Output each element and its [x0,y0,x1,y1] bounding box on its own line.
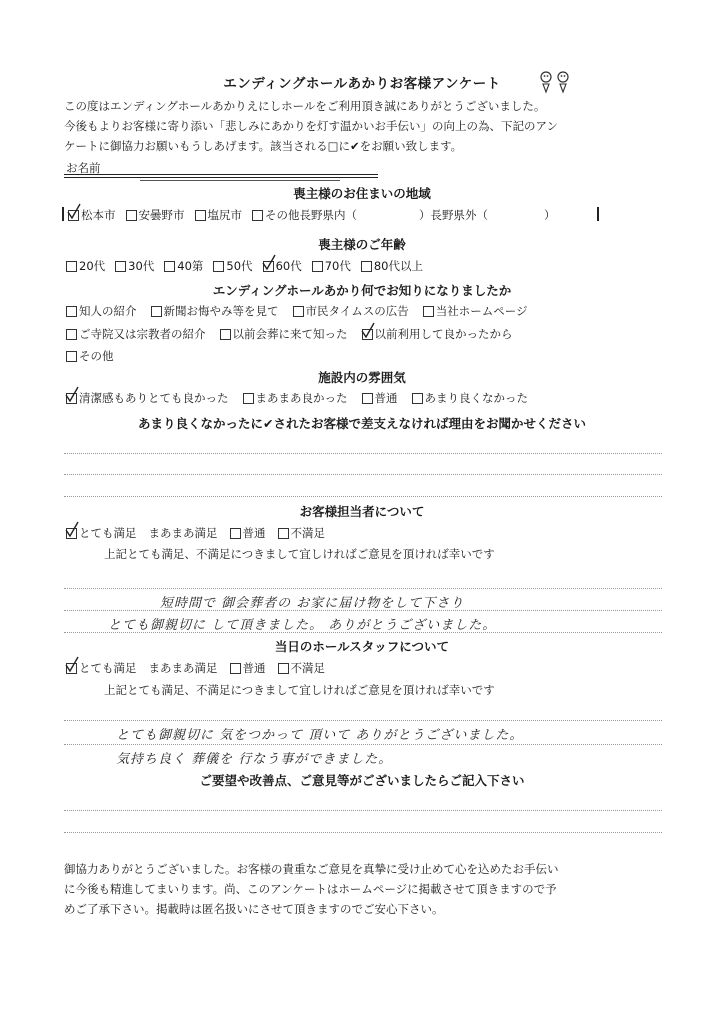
age-option-50s[interactable]: 50代 [213,258,252,274]
source-options-row-2 [66,326,523,342]
source-option-other[interactable]: その他 [66,348,114,364]
source-option-newspaper[interactable]: 新聞お悔やみ等を見て [151,303,279,319]
source-options-row-3 [66,348,124,364]
age-option-30s[interactable]: 30代 [115,258,154,274]
hall-staff-comment-line-1: とても御親切に 気をつかって 頂いて ありがとうございました。 [116,728,524,743]
atmosphere-option-fairly-good[interactable]: まあまあ良かった [243,390,348,406]
checkbox[interactable] [362,393,373,404]
checkbox[interactable] [66,393,77,404]
source-option-homepage[interactable]: 当社ホームページ [423,303,528,319]
checkbox[interactable] [312,261,323,272]
checkbox[interactable] [252,210,263,221]
name-underline [64,174,378,175]
atmosphere-option-not-good[interactable]: あまり良くなかった [412,390,529,406]
source-option-temple[interactable]: ご寺院又は宗教者の紹介 [66,326,206,342]
atmosphere-option-very-good[interactable]: 清潔感もありとても良かった [66,390,229,406]
area-bracket-right [597,207,599,221]
intro-line-2: 今後もよりお客様に寄り添い「悲しみにあかりを灯す温かいお手伝い」の向上の為、下記のアン [64,119,559,133]
name-underline-2 [64,177,378,178]
hall-staff-comment-line-2: 気持ち良く 葬儀を 行なう事ができました。 [116,752,393,767]
area-option-outside-nagano[interactable]: ）長野県外（ [419,208,488,222]
age-option-60s[interactable]: 60代 [263,258,302,274]
hall-staff-heading: 当日のホールスタッフについて [274,639,450,654]
answer-line[interactable] [64,474,662,475]
staff-option-dissatisfied[interactable]: 不満足 [278,525,326,541]
answer-line[interactable] [64,588,662,589]
footer-line-3: めご了承下さい。掲載時は匿名扱いにさせて頂きますのでご安心下さい。 [64,902,444,916]
source-options-row-1 [66,303,538,319]
age-option-80s-plus[interactable]: 80代以上 [361,258,423,274]
check-mark-icon [262,254,276,270]
age-option-20s[interactable]: 20代 [66,258,105,274]
area-close-paren: ） [544,208,556,222]
footer-line-2: に今後も精進してまいります。尚、このアンケートはホームページに掲載させて頂きますので予 [64,882,557,896]
name-label: お名前 [66,161,101,175]
checkbox[interactable] [164,261,175,272]
checkbox[interactable] [66,663,77,674]
answer-line[interactable] [64,632,662,633]
checkbox[interactable] [230,528,241,539]
checkbox[interactable] [243,393,254,404]
checkbox[interactable] [151,306,162,317]
checkbox[interactable] [278,528,289,539]
checkbox[interactable] [66,261,77,272]
answer-line[interactable] [64,496,662,497]
area-blank-2[interactable] [488,207,544,223]
checkbox[interactable] [66,329,77,340]
answer-line[interactable] [64,832,662,833]
staff-options-row [66,525,335,541]
name-underline-3 [140,180,340,181]
intro-line-3: ケートに御協力お願いもうしあげます。該当される□に✔をお願い致します。 [64,139,463,153]
check-mark-icon [361,322,375,338]
checkbox[interactable] [66,306,77,317]
checkbox[interactable] [66,528,77,539]
checkbox[interactable] [68,210,79,221]
hall-staff-option-normal[interactable]: 普通 [230,660,266,676]
check-mark-icon [65,386,79,402]
check-mark-icon [67,203,81,219]
checkbox[interactable] [423,306,434,317]
area-option-azumino[interactable]: 安曇野市 [126,207,185,223]
intro-line-1: この度はエンディングホールあかりえにしホールをご利用頂き誠にありがとうございました。 [64,99,546,113]
answer-line[interactable] [64,810,662,811]
checkbox[interactable] [220,329,231,340]
age-options-row [66,258,433,274]
staff-option-normal[interactable]: 普通 [230,525,266,541]
checkbox[interactable] [66,351,77,362]
checkbox[interactable] [361,261,372,272]
atmosphere-option-normal[interactable]: 普通 [362,390,398,406]
hall-staff-option-very-satisfied[interactable]: とても満足 [66,660,137,676]
checkbox[interactable] [412,393,423,404]
area-option-matsumoto[interactable]: 松本市 [68,207,116,223]
staff-note: 上記とても満足、不満足につきまして宜しければご意見を頂ければ幸いです [104,547,495,561]
atmosphere-options-row [66,390,538,406]
hall-staff-option-fairly-satisfied[interactable]: まあまあ満足 [148,661,218,675]
age-option-40s[interactable]: 40第 [164,258,203,274]
checkbox[interactable] [115,261,126,272]
mascot-logo-icon [537,70,573,94]
area-heading: 喪主様のお住まいの地域 [293,186,431,201]
age-option-70s[interactable]: 70代 [312,258,351,274]
checkbox[interactable] [263,261,274,272]
area-option-shiojiri[interactable]: 塩尻市 [195,207,243,223]
source-heading: エンディングホールあかり何でお知りになりましたか [212,283,512,298]
answer-line[interactable] [64,720,662,721]
atmosphere-followup: あまり良くなかったに✔されたお客様で差支えなければ理由をお聞かせください [138,416,586,431]
source-option-times-ad[interactable]: 市民タイムスの広告 [293,303,409,319]
answer-line[interactable] [64,744,662,745]
checkbox[interactable] [126,210,137,221]
check-mark-icon [65,656,79,672]
hall-staff-options-row [66,660,335,676]
checkbox[interactable] [213,261,224,272]
hall-staff-option-dissatisfied[interactable]: 不満足 [278,660,326,676]
check-mark-icon [65,521,79,537]
area-blank-1[interactable] [357,207,419,223]
answer-line[interactable] [64,453,662,454]
checkbox[interactable] [293,306,304,317]
survey-title: エンディングホールあかりお客様アンケート [223,76,501,92]
staff-option-very-satisfied[interactable]: とても満足 [66,525,137,541]
source-option-acquaintance[interactable]: 知人の紹介 [66,303,137,319]
staff-option-fairly-satisfied[interactable]: まあまあ満足 [148,526,218,540]
requests-heading: ご要望や改善点、ご意見等がございましたらご記入下さい [199,773,525,788]
staff-comment-line-2: とても御親切に して頂きました。 ありがとうございました。 [108,618,497,633]
checkbox[interactable] [362,329,373,340]
source-option-previous-attendance[interactable]: 以前会葬に来て知った [220,326,348,342]
area-options-row [68,207,556,223]
hall-staff-note: 上記とても満足、不満足につきまして宜しければご意見を頂ければ幸いです [104,683,495,697]
answer-line[interactable] [64,610,662,611]
footer-line-1: 御協力ありがとうございました。お客様の貴重なご意見を真摯に受け止めて心を込めたお手伝い [64,862,559,876]
checkbox[interactable] [278,663,289,674]
staff-comment-line-1: 短時間で 御会葬者の お家に届け物をして下さり [160,596,465,611]
source-option-previous-use[interactable]: 以前利用して良かったから [362,326,513,342]
area-bracket-left [62,207,64,221]
area-option-other-nagano[interactable]: その他長野県内（ [252,207,357,223]
checkbox[interactable] [230,663,241,674]
atmosphere-heading: 施設内の雰囲気 [318,370,406,385]
age-heading: 喪主様のご年齢 [318,237,406,252]
staff-heading: お客様担当者について [299,504,425,519]
checkbox[interactable] [195,210,206,221]
